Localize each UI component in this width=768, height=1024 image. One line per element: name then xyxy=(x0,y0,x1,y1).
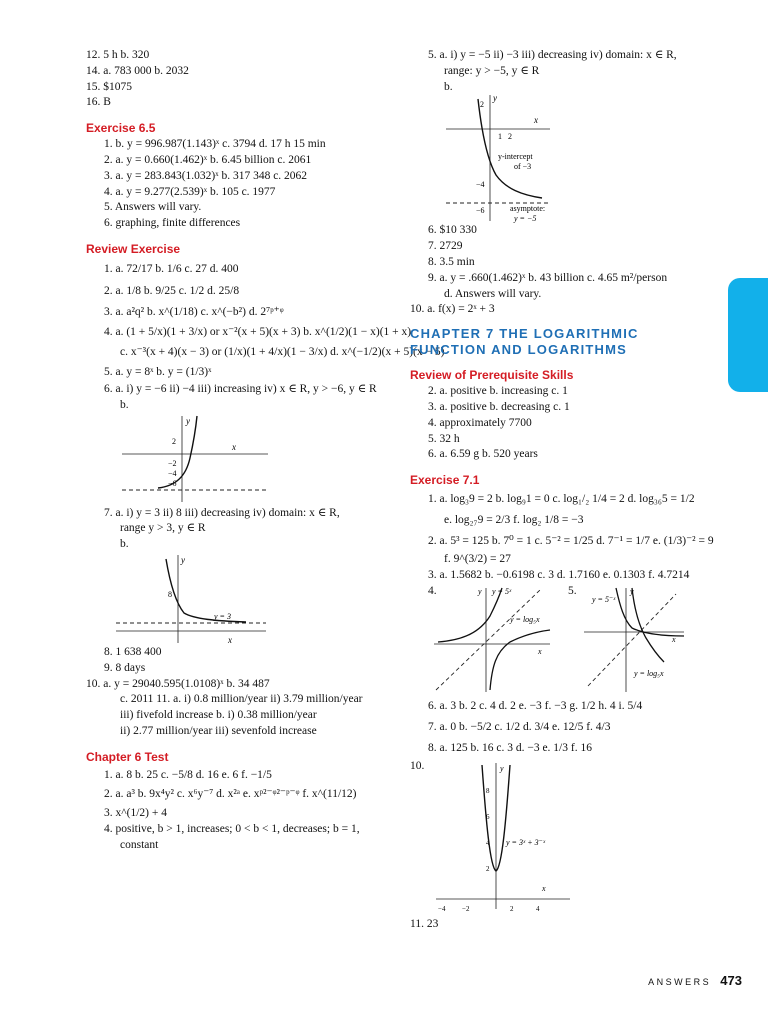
section-heading-review: Review Exercise xyxy=(86,241,181,256)
graph-q5b xyxy=(410,95,710,223)
answer-line: 6. $10 330 xyxy=(428,224,477,237)
answer-line: 16. B xyxy=(86,96,111,109)
tick-label: −4 xyxy=(476,180,485,190)
answer-line: 10. a. f(x) = 2ˣ + 3 xyxy=(410,303,495,316)
answer-line: b. xyxy=(120,398,129,411)
graph-q7b xyxy=(86,553,386,645)
tick-label: −2 xyxy=(168,458,177,468)
answer-line: 2. a. a³ b. 9x⁴y² c. x⁶y⁻⁷ d. x²ᵃ e. xᵖ²⁻ᵠ²⁻ᵖ⁻ᵠ f. x^(11/12) xyxy=(104,787,357,800)
answer-line: 1. a. 8 b. 25 c. −5/8 d. 16 e. 6 f. −1/5 xyxy=(104,768,272,781)
y-axis-label: y xyxy=(493,95,497,104)
answer-line: iii) fivefold increase b. i) 0.38 million/year xyxy=(120,709,317,722)
answer-line: 5. a. i) y = −5 ii) −3 iii) decreasing iv) domain: x ∈ R, xyxy=(428,49,677,61)
intercept-label: y-intercept xyxy=(498,152,533,162)
y-axis-label: y xyxy=(186,415,190,426)
answer-line: 6. a. 3 b. 2 c. 4 d. 2 e. −3 f. −3 g. 1/2 h. 4 i. 5/4 xyxy=(428,699,643,712)
answer-line: 2. a. 1/8 b. 9/25 c. 1/2 d. 25/8 xyxy=(104,284,240,297)
chapter-title-line-1: CHAPTER 7 THE LOGARITHMIC xyxy=(410,326,639,342)
tick-label: 1 xyxy=(498,132,502,142)
chapter-title-line-2: FUNCTION AND LOGARITHMS xyxy=(410,342,628,358)
y-axis-label: y xyxy=(181,554,185,565)
answer-line: 6. graphing, finite differences xyxy=(104,217,241,230)
curve-label: y = log₅x xyxy=(510,614,540,624)
asymptote-label: asymptote: xyxy=(510,204,546,214)
y-axis-label: y xyxy=(630,586,634,596)
y-axis-label: y xyxy=(478,586,482,596)
answer-line: 4. a. y = 9.277(2.539)ˣ b. 105 c. 1977 xyxy=(104,185,276,198)
graph-q6b xyxy=(86,414,386,506)
answer-line: 9. a. y = .660(1.462)ˣ b. 43 billion c. 4.65 m²/person xyxy=(428,271,668,284)
answer-line: 6. a. 6.59 g b. 520 years xyxy=(428,448,538,461)
y-axis-label: y xyxy=(500,763,504,773)
graph-q4 xyxy=(430,586,556,694)
answer-line: 7. a. 0 b. −5/2 c. 1/2 d. 3/4 e. 12/5 f. 4/3 xyxy=(428,720,611,733)
answer-line: 8. a. 125 b. 16 c. 3 d. −3 e. 1/3 f. 16 xyxy=(428,741,592,754)
answer-line: ii) 2.77 million/year iii) sevenfold increase xyxy=(120,724,317,737)
answer-line: 11. 23 xyxy=(410,917,439,930)
answer-line: 14. a. 783 000 b. 2032 xyxy=(86,64,189,77)
tick-label: 4 xyxy=(536,904,540,913)
section-heading-exercise-7-1: Exercise 7.1 xyxy=(410,473,480,488)
answer-line: 3. a. a²q² b. x^(1/18) c. x^(−b²) d. 2⁷ᵖ⁺ᵠ xyxy=(104,305,284,318)
question-number: 5. xyxy=(568,584,577,597)
answer-line: 5. 32 h xyxy=(428,432,460,445)
answer-line: range: y > −5, y ∈ R xyxy=(444,64,540,77)
tick-label: 6 xyxy=(486,812,490,821)
section-heading-chapter-6-test: Chapter 6 Test xyxy=(86,749,169,764)
curve-label: y = 5⁻ˣ xyxy=(592,594,616,604)
answer-line: c. x⁻³(x + 4)(x − 3) or (1/x)(1 + 4/x)(1 − 3/x) d. x^(−1/2)(x + 5)(x − 5) xyxy=(120,345,445,358)
answer-line: 15. $1075 xyxy=(86,80,132,93)
curve-label: y = log₅x xyxy=(634,668,664,678)
page-number: 473 xyxy=(720,973,742,988)
answer-line: 5. a. y = 8ˣ b. y = (1/3)ˣ xyxy=(104,365,212,378)
answer-line: 3. x^(1/2) + 4 xyxy=(104,806,167,819)
tick-label: 2 xyxy=(510,904,514,913)
answer-line: 3. a. 1.5682 b. −0.6198 c. 3 d. 1.7160 e. 0.1303 f. 4.7214 xyxy=(428,568,690,581)
answer-line: 1. a. log₃9 = 2 b. log₉1 = 0 c. log₁/₂ 1/4 = 2 d. log₃₆5 = 1/2 xyxy=(428,493,695,506)
tick-label: 8 xyxy=(486,786,490,795)
footer-label: ANSWERS xyxy=(648,977,712,987)
answer-line: 4. a. (1 + 5/x)(1 + 3/x) or x⁻²(x + 5)(x + 3) b. x^(1/2)(1 − x)(1 + x) xyxy=(104,325,412,338)
answer-line: 3. a. y = 283.843(1.032)ˣ b. 317 348 c. 2062 xyxy=(104,169,308,182)
answer-line: d. Answers will vary. xyxy=(444,287,542,300)
answer-line: 4. approximately 7700 xyxy=(428,416,532,429)
graph-q10-wrap xyxy=(410,759,710,917)
tick-label: −4 xyxy=(168,468,177,478)
asymptote-label: y = 3 xyxy=(214,611,231,621)
answer-line: 8. 3.5 min xyxy=(428,255,475,268)
answer-line: 1. b. y = 996.987(1.143)ˣ c. 3794 d. 17 h 15 min xyxy=(104,138,326,151)
tick-label: −4 xyxy=(438,904,446,913)
right-column xyxy=(410,48,714,933)
chapter-thumb-tab xyxy=(728,278,768,392)
tick-label: −6 xyxy=(476,206,485,216)
answer-line: 2. a. y = 0.660(1.462)ˣ b. 6.45 billion c. 2061 xyxy=(104,153,312,166)
graph-q10 xyxy=(430,761,580,915)
x-axis-label: x xyxy=(534,115,538,126)
tick-label: 8 xyxy=(168,589,172,599)
answer-line: f. 9^(3/2) = 27 xyxy=(444,553,511,566)
curve-label: y = 5ˣ xyxy=(492,586,512,596)
question-number: 4. xyxy=(428,584,437,597)
tick-label: −2 xyxy=(462,904,470,913)
answer-line: c. 2011 11. a. i) 0.8 million/year ii) 3.79 million/year xyxy=(120,693,363,706)
answer-line: e. log₂₇9 = 2/3 f. log₂ 1/8 = −3 xyxy=(444,514,584,527)
answer-line: 10. a. y = 29040.595(1.0108)ˣ b. 34 487 xyxy=(86,677,270,690)
intercept-label-2: of −3 xyxy=(514,162,532,172)
answer-line: 5. Answers will vary. xyxy=(104,201,202,214)
answer-line: constant xyxy=(120,838,159,851)
answer-line: range y > 3, y ∈ R xyxy=(120,522,206,535)
answer-line: 1. a. 72/17 b. 1/6 c. 27 d. 400 xyxy=(104,262,239,275)
x-axis-label: x xyxy=(538,646,542,656)
answer-line: 7. a. i) y = 3 ii) 8 iii) decreasing iv) domain: x ∈ R, xyxy=(104,506,340,519)
answer-line: b. xyxy=(444,80,453,93)
section-heading-prerequisite: Review of Prerequisite Skills xyxy=(410,368,574,383)
answer-line: 6. a. i) y = −6 ii) −4 iii) increasing iv) x ∈ R, y > −6, y ∈ R xyxy=(104,382,377,395)
curve-label: y = 3ˣ + 3⁻ˣ xyxy=(506,837,546,847)
answer-line: b. xyxy=(120,538,129,551)
tick-label: 4 xyxy=(486,838,490,847)
answer-line: 9. 8 days xyxy=(104,661,146,674)
tick-label: −6 xyxy=(168,478,177,488)
page-footer xyxy=(648,973,742,988)
answer-line: 12. 5 h b. 320 xyxy=(86,49,150,61)
x-axis-label: x xyxy=(672,634,676,644)
tick-label: 2 xyxy=(172,436,176,446)
section-heading-exercise-6-5: Exercise 6.5 xyxy=(86,121,156,136)
tick-label: 2 xyxy=(508,132,512,142)
graphs-q4-q5 xyxy=(410,584,710,696)
answer-line: 2. a. positive b. increasing c. 1 xyxy=(428,385,568,398)
x-axis-label: x xyxy=(228,634,232,645)
x-axis-label: x xyxy=(542,883,546,893)
question-number: 10. xyxy=(410,759,425,772)
tick-label: 2 xyxy=(480,100,484,110)
asymptote-label-2: y = −5 xyxy=(514,214,537,224)
answer-line: 3. a. positive b. decreasing c. 1 xyxy=(428,400,570,413)
answer-line: 4. positive, b > 1, increases; 0 < b < 1, decreases; b = 1, xyxy=(104,822,360,835)
answer-line: 8. 1 638 400 xyxy=(104,645,162,658)
graph-q5-7-1 xyxy=(580,586,690,694)
x-axis-label: x xyxy=(232,441,236,452)
tick-label: 2 xyxy=(486,864,490,873)
answer-line: 2. a. 5³ = 125 b. 7⁰ = 1 c. 5⁻² = 1/25 d. 7⁻¹ = 1/7 e. (1/3)⁻² = 9 xyxy=(428,535,714,548)
answer-line: 7. 2729 xyxy=(428,240,463,253)
